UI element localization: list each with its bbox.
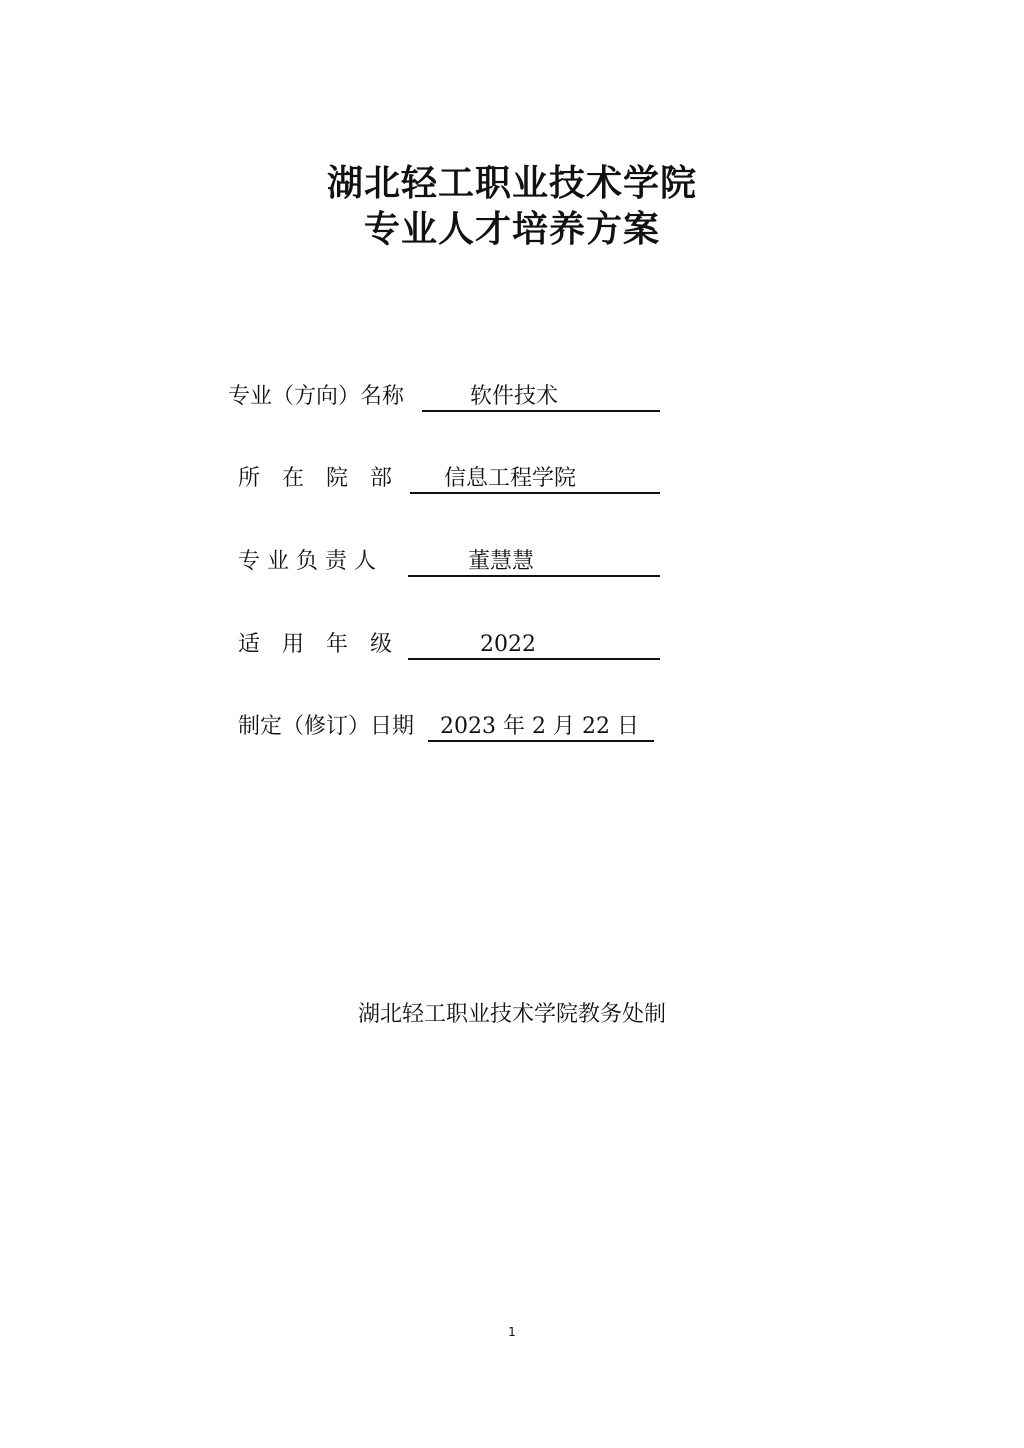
field-major-value: 软件技术 — [470, 384, 559, 409]
issuer-line: 湖北轻工职业技术学院教务处制 — [357, 1002, 666, 1027]
field-department-label: 所 在 院 部 — [238, 466, 393, 491]
field-grade-label: 适 用 年 级 — [238, 632, 393, 657]
field-date-label: 制定（修订）日期 — [238, 714, 415, 739]
document-title-line1: 湖北轻工职业技术学院 — [326, 163, 697, 204]
field-department-value: 信息工程学院 — [444, 466, 577, 491]
field-leader-value: 董慧慧 — [468, 549, 535, 574]
document-title-line2: 专业人才培养方案 — [363, 209, 660, 250]
field-grade-value: 2022 — [480, 632, 536, 657]
field-date-value: 2023 年 2 月 22 日 — [440, 714, 639, 739]
field-leader-label: 专 业 负 责 人 — [238, 549, 376, 574]
page-number: 1 — [508, 1325, 516, 1339]
field-major-label: 专业（方向）名称 — [228, 384, 405, 409]
